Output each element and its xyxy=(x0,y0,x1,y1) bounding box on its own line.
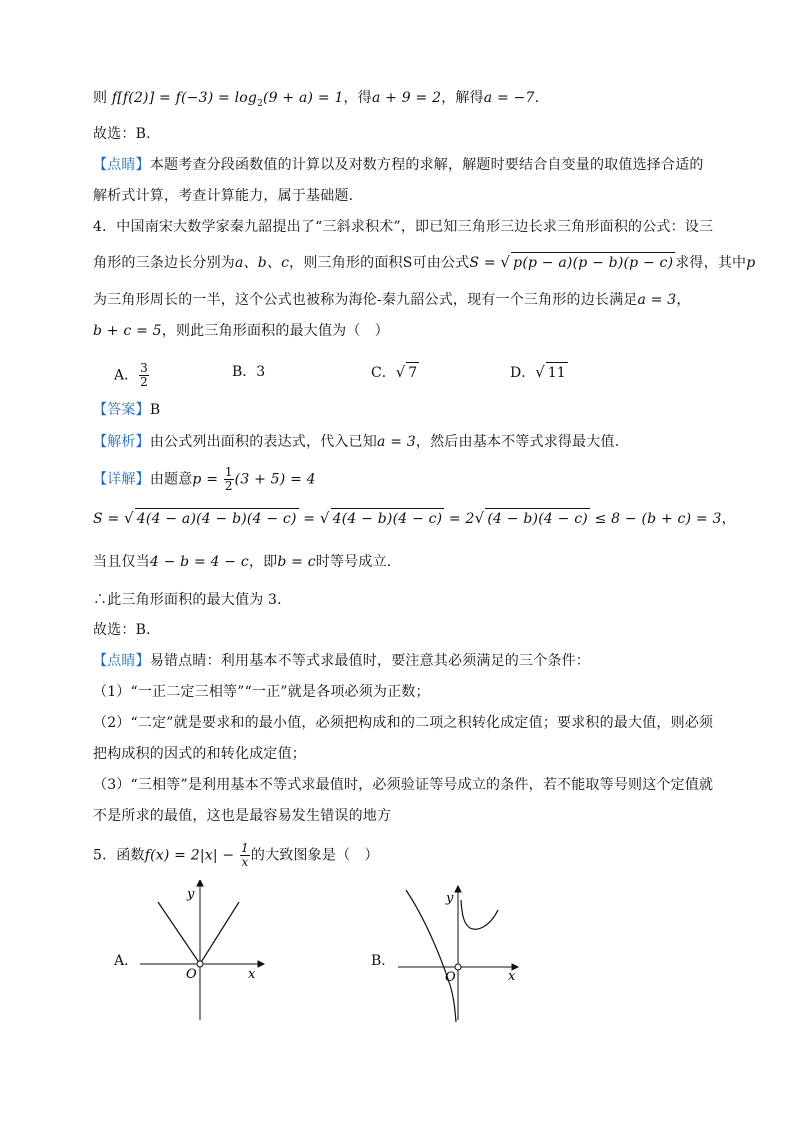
radicand: (4 − b)(4 − c) xyxy=(485,508,590,529)
q4-line-1: 4．中国南宋大数学家秦九韶提出了“三斜求积术”，即已知三角形三边长求三角形面积的公式：设三 xyxy=(93,219,714,235)
equation: a + 9 = 2 xyxy=(371,90,442,106)
formula: S = xyxy=(469,255,501,271)
formula: (3 + 5) = 4 xyxy=(234,471,316,488)
q4-line-3 xyxy=(93,290,713,310)
option-value: 3 xyxy=(256,364,266,380)
choice-line: 故选：B. xyxy=(93,126,151,142)
y-label: y xyxy=(187,887,195,902)
formula: p = xyxy=(192,471,223,488)
option-label: D． xyxy=(510,365,536,381)
q4-line-2: 角形的三条边长分别为a、b、c，则三角形的面积S可由公式S = √ p(p − a)(p − b)(p − c) 求得，其中p xyxy=(93,253,756,271)
equation: a = 3 xyxy=(637,292,677,308)
remark-line-2: 解析式计算，考查计算能力，属于基础题. xyxy=(93,188,354,204)
denominator: 2 xyxy=(224,479,233,493)
numerator: 1 xyxy=(241,841,249,855)
radicand: p(p − a)(p − b)(p − c) xyxy=(511,252,675,273)
option-b[interactable] xyxy=(232,362,265,382)
text: ，则三角形的面积 xyxy=(289,255,403,271)
tip-text: 易错点睛：利用基本不等式求最值时，要注意其必须满足的三个条件： xyxy=(149,653,591,669)
formula: ≤ 8 − (b + c) = 3 xyxy=(589,511,722,527)
vars: a、b、c xyxy=(235,255,290,271)
formula-tail: (9 + a) = 1 xyxy=(263,90,344,106)
remark-text: 本题考查分段函数值的计算以及对数方程的求解，解题时要结合自变量的取值选择合适的 xyxy=(149,157,704,173)
text: 时等号成立. xyxy=(315,554,392,570)
q5-line xyxy=(93,842,713,869)
radicand: 4(4 − b)(4 − c) xyxy=(331,508,445,529)
tip-item-2a: （2）“二定”就是要求和的最小值，必须把构成和的二项之积转化成定值；要求积的最大值，则必须 xyxy=(93,715,714,731)
tip-item-3b: 不是所求的最值，这也是最容易发生错误的地方 xyxy=(93,808,392,824)
text: 角形的三条边长分别为 xyxy=(93,255,235,271)
conclusion-line: ∴此三角形面积的最大值为 3. xyxy=(93,592,282,608)
analysis-line xyxy=(93,432,713,452)
option-d[interactable]: D．√ 11 xyxy=(510,363,566,381)
detail-line xyxy=(93,466,713,493)
formula: f(x) = 2|x| − xyxy=(144,847,240,864)
text: 5．函数 xyxy=(93,847,145,864)
denominator: 2 xyxy=(140,375,148,389)
text: 则 xyxy=(93,90,108,106)
text: ，解得 xyxy=(441,90,484,106)
text: ，然后由基本不等式求得最大值. xyxy=(415,434,620,450)
graph-a-curve xyxy=(158,902,239,964)
equation: b + c = 5 xyxy=(93,323,162,339)
radicand: 11 xyxy=(546,362,568,383)
origin-point xyxy=(197,961,203,967)
graph-b-right-branch xyxy=(461,900,498,929)
origin-label: O xyxy=(445,970,456,985)
text: ，即 xyxy=(248,554,278,570)
answer-text: B xyxy=(149,402,161,418)
option-label: A． xyxy=(114,367,139,384)
numerator: 3 xyxy=(140,361,148,375)
y-arrow xyxy=(455,886,461,892)
text: 的大致图象是（ ） xyxy=(250,847,379,864)
text: 由题意 xyxy=(149,471,193,488)
y-arrow xyxy=(197,880,203,886)
graph-a[interactable] xyxy=(140,880,265,1025)
text: 为三角形周长的一半，这个公式也被称为海伦-秦九韶公式，现有一个三角形的边长满足 xyxy=(93,292,638,308)
denominator: x xyxy=(241,855,249,869)
graph-a-label: A． xyxy=(114,953,139,969)
fraction xyxy=(224,466,234,493)
x-arrow xyxy=(258,961,264,967)
answer-tag: 【答案】 xyxy=(93,402,150,418)
var-s: S xyxy=(402,255,413,271)
text: ，得 xyxy=(343,90,372,106)
formula: = xyxy=(298,511,320,527)
tip-item-1: （1）“一正二定三相等”“一正”就是各项必须为正数； xyxy=(93,684,430,700)
equation: 4 − b = 4 − c xyxy=(149,554,249,570)
fraction xyxy=(139,362,149,389)
tip-item-2b: 把构成积的因式的和转化成定值； xyxy=(93,746,306,762)
radicand: 4(4 − a)(4 − b)(4 − c) xyxy=(135,508,299,529)
numerator: 1 xyxy=(224,465,233,479)
tip-line xyxy=(93,651,713,671)
solution-line-1 xyxy=(93,88,713,114)
fraction xyxy=(240,842,250,869)
origin-point xyxy=(455,964,461,970)
formula: = 2 xyxy=(444,511,475,527)
q4-line-4 xyxy=(93,321,713,341)
option-c[interactable]: C．√ 7 xyxy=(371,363,418,381)
text: ， xyxy=(676,292,691,308)
text: ，则此三角形面积的最大值为（ ） xyxy=(161,323,389,339)
text: . xyxy=(534,90,540,106)
option-label: C． xyxy=(371,365,396,381)
remark-tag: 【点睛】 xyxy=(93,157,150,173)
text: 可由公式 xyxy=(412,255,470,271)
graph-b-label: B． xyxy=(371,953,396,969)
radicand: 7 xyxy=(406,362,419,383)
option-a[interactable] xyxy=(114,362,150,389)
text: 由公式列出面积的表达式，代入已知 xyxy=(149,434,378,450)
equation: a = −7 xyxy=(483,90,535,106)
graph-b[interactable] xyxy=(398,880,523,1025)
text: 求得，其中 xyxy=(675,255,747,271)
formula: f[f(2)] = f(−3) = log xyxy=(111,90,258,106)
analysis-tag: 【解析】 xyxy=(93,434,150,450)
equation: b = c xyxy=(277,554,316,570)
formula: S = xyxy=(93,511,125,527)
tip-item-3a: （3）“三相等”是利用基本不等式求最值时，必须验证等号成立的条件，若不能取等号则这个定值就 xyxy=(93,777,714,793)
var-p: p xyxy=(746,255,756,271)
origin-label: O xyxy=(186,967,197,982)
text: 当且仅当 xyxy=(93,554,150,570)
x-label: x xyxy=(508,969,516,984)
equation: a = 3 xyxy=(377,434,416,450)
option-label: B． xyxy=(232,364,257,380)
text: ， xyxy=(721,511,736,527)
answer-line xyxy=(93,400,713,420)
y-label: y xyxy=(446,891,454,906)
choice-line-2: 故选：B． xyxy=(93,622,161,638)
log-base: 2 xyxy=(257,98,263,109)
graph-b-left-branch xyxy=(406,890,456,1022)
remark-line-1 xyxy=(93,155,713,175)
condition-line xyxy=(93,552,713,572)
detail-tag: 【详解】 xyxy=(93,471,150,488)
x-label: x xyxy=(248,967,256,982)
tip-tag: 【点睛】 xyxy=(93,653,150,669)
area-formula-line: S = √ 4(4 − a)(4 − b)(4 − c) = √ 4(4 − b)(4 − c) = 2√ (4 − b)(4 − c) ≤ 8 − (b + c) = 3， xyxy=(93,509,736,527)
